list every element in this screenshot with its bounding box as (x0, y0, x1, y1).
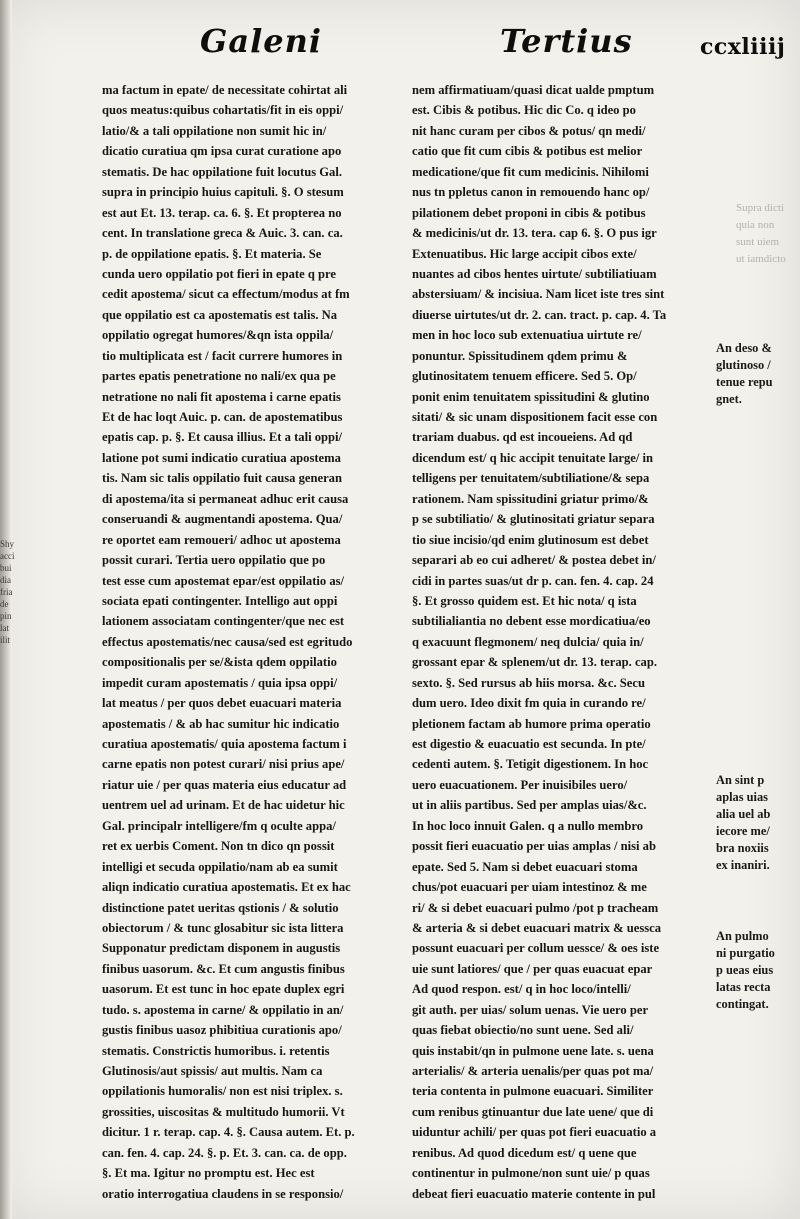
text-line: stematis. De hac oppilatione fuit locutus Gal. (102, 164, 342, 179)
text-line: cidi in partes suas/ut dr p. can. fen. 4. cap. 24 (412, 573, 654, 588)
text-line: & medicinis/ut dr. 13. tera. cap 6. §. O pus igr (412, 226, 657, 241)
text-line: ut iamdicto (736, 253, 786, 265)
text-line: sexto. §. Sed rursus ab hiis morsa. &c. Secu (412, 675, 645, 690)
text-line: impedit curam apostematis / quia ipsa oppi/ (102, 675, 338, 690)
text-line: compositionalis per se/&ista qdem oppilatio (102, 655, 337, 670)
text-line: possit curari. Tertia uero oppilatio que po (102, 553, 326, 568)
text-line: dicendum est/ q hic accipit tenuitate large/ in (412, 450, 654, 465)
text-line: tenue repu (716, 375, 773, 389)
text-line: que oppilatio est ca apostematis est talis. Na (102, 307, 338, 322)
text-line: re oportet eam remoueri/ adhoc ut apostema (102, 532, 341, 547)
text-line: nus tn ppletus canon in remouendo hanc op/ (412, 185, 650, 200)
text-line: grossant epar & splenem/ut dr. 13. terap. cap. (412, 655, 657, 670)
text-line: sitati/ & sic unam dispositionem facit esse con (412, 410, 658, 424)
text-line: cunda uero oppilatio pot fieri in epate q pre (102, 266, 336, 281)
text-line: finibus uasorum. &c. Et cum angustis finibus (102, 961, 345, 976)
text-line: uie sunt latiores/ que / per quas euacuat epar (412, 961, 653, 976)
text-line: §. Et ma. Igitur no promptu est. Hec est (102, 1166, 315, 1181)
text-line: arterialis/ & arteria uenalis/per quas pot ma/ (412, 1064, 654, 1078)
text-line: gustis finibus uasoz phibitiua curationis apo/ (102, 1023, 342, 1038)
text-line: epatis cap. p. §. Et causa illius. Et a tali oppi/ (102, 430, 343, 445)
text-line: cedenti autem. §. Tetigit digestionem. In hoc (412, 757, 649, 772)
text-line: medicatione/que fit cum medicinis. Nihilomi (412, 164, 649, 179)
text-line: pin (0, 611, 12, 621)
text-line: quos meatus:quibus cohartatis/fit in eis oppi/ (102, 103, 344, 118)
text-line: Supra dicti (736, 202, 784, 214)
text-line: conseruandi & augmentandi apostema. Qua/ (102, 512, 343, 527)
text-line: contingat. (716, 997, 769, 1011)
text-line: cum renibus gtinuantur due late uene/ que di (412, 1104, 654, 1119)
margin-note-3 (716, 928, 798, 1013)
text-line: Supponatur predictam disponem in augustis (102, 941, 341, 956)
text-line: An sint p (716, 773, 765, 787)
text-line: riatur uie / per quas materia eius educatur ad (102, 777, 347, 792)
text-line: cent. In translatione greca & Auic. 3. can. ca. (102, 226, 343, 241)
text-line: glutinoso / (716, 358, 771, 372)
text-line: oppilatio ogregat humores/&qn ista oppila/ (102, 328, 334, 343)
text-line: dicatio curatiua qm ipsa curat curatione apo (102, 144, 342, 159)
text-line: uasorum. Et est tunc in hoc epate duplex egri (102, 982, 345, 997)
text-line: diuerse uirtutes/ut dr. 2. can. tract. p. cap. 4. Ta (412, 307, 667, 322)
text-line: ni purgatio (716, 946, 775, 960)
text-line: tio multiplicata est / facit currere humores in (102, 348, 343, 363)
text-line: de (0, 599, 9, 609)
text-line: intelligi et secuda oppilatio/nam ab ea sumit (102, 859, 338, 874)
text-line: Shy (0, 539, 15, 549)
text-line: epate. Sed 5. Nam si debet euacuari stoma (412, 859, 638, 874)
text-line: test esse cum apostemat epar/est oppilatio as/ (102, 573, 345, 588)
text-line: gnet. (716, 392, 742, 406)
text-line: continentur in pulmone/non sunt uie/ p quas (412, 1166, 650, 1181)
text-line: apostematis / & ab hac sumitur hic indicatio (102, 716, 340, 731)
text-line: §. Et grosso quidem est. Et hic nota/ q ista (412, 593, 637, 608)
text-line: Ad quod respon. est/ q in hoc loco/intelli/ (412, 982, 631, 997)
text-line: ponuntur. Spissitudinem qdem primu & (412, 348, 628, 363)
text-line: bra noxiis (716, 841, 769, 855)
text-line: est. Cibis & potibus. Hic dic Co. q ideo po (412, 103, 636, 118)
text-line: renibus. Ad quod dicedum est/ q uene que (412, 1145, 637, 1160)
text-line: trariam duabus. qd est incoueiens. Ad qd (412, 430, 633, 445)
text-line: tudo. s. apostema in carne/ & oppilatio in an/ (102, 1002, 344, 1017)
text-line: iecore me/ (716, 824, 770, 838)
right-text-column (412, 80, 712, 1204)
margin-note-2 (716, 772, 798, 874)
text-line: git auth. per uias/ solum uenas. Vie uero per (412, 1002, 649, 1017)
text-line: teria contenta in pulmone euacuari. Similiter (412, 1084, 654, 1099)
running-header (0, 22, 800, 72)
text-line: carne epatis non potest curari/ nisi prius ape/ (102, 757, 345, 772)
left-edge-fragments (0, 538, 15, 646)
text-line: ilit (0, 635, 11, 645)
text-line: quia non (736, 219, 775, 231)
text-line: obiectorum / & tunc glosabitur sic ista littera (102, 920, 344, 935)
header-book-title: Tertius (500, 22, 633, 60)
folio-number: ccxliiij (700, 34, 786, 60)
text-line: debeat fieri euacuatio materie contente in pul (412, 1186, 656, 1201)
text-line: est digestio & euacuatio est secunda. In pte/ (412, 737, 646, 751)
text-line: dicitur. 1 r. terap. cap. 4. §. Causa autem. Et. p. (102, 1125, 355, 1140)
left-text-column (102, 80, 402, 1204)
text-line: effectus apostematis/nec causa/sed est egritudo (102, 634, 353, 649)
text-line: pilationem debet proponi in cibis & potibus (412, 205, 646, 220)
text-line: p ueas eius (716, 963, 774, 977)
text-line: partes epatis penetratione no nali/ex qua pe (102, 369, 336, 384)
text-line: Extenuatibus. Hic large accipit cibos exte/ (412, 246, 637, 261)
text-line: sociata epati contingenter. Intelligo aut oppi (102, 593, 338, 608)
text-line: oratio interrogatiua claudens in se responsio/ (102, 1186, 344, 1201)
text-line: curatiua apostematis/ quia apostema factum i (102, 737, 347, 751)
text-line: Glutinosis/aut spissis/ aut multis. Nam ca (102, 1064, 323, 1078)
text-line: latione pot sumi indicatio curatiua apostema (102, 450, 341, 465)
text-line: uero euacuationem. Per inuisibiles uero/ (412, 777, 628, 792)
text-line: quas fiebat obiectio/no sunt uene. Sed ali/ (412, 1023, 634, 1038)
text-line: possunt euacuari per collum uessce/ & oes iste (412, 941, 660, 956)
text-line: lat (0, 623, 9, 633)
margin-note-1 (716, 340, 798, 408)
text-line: sunt uiem (736, 236, 780, 248)
text-line: netratione no nali fit apostema i carne epatis (102, 389, 341, 404)
text-line: lat meatus / per quos debet euacuari materia (102, 696, 342, 711)
text-line: Et de hac loqt Auic. p. can. de apostematibus (102, 410, 343, 424)
text-line: An pulmo (716, 929, 769, 943)
text-line: uiduntur achili/ per quas pot fieri euacuatio a (412, 1125, 657, 1140)
text-line: nuantes ad cibos hentes uirtute/ subtiliatiuam (412, 266, 657, 281)
text-line: subtilialiantia no debent esse mordicatiua/eo (412, 614, 651, 629)
text-line: separari ab eo cui adheret/ & postea debet in/ (412, 553, 656, 568)
text-line: tio siue incisio/qd enim glutinosum est debet (412, 532, 649, 547)
text-line: glutinositatem tenuem efficere. Sed 5. Op/ (412, 369, 637, 384)
text-line: & arteria & si debet euacuari matrix & uessca (412, 920, 662, 935)
text-line: alia uel ab (716, 807, 771, 821)
text-line: ri/ & si debet euacuari pulmo /pot p tracheam (412, 900, 659, 915)
text-line: latio/& a tali oppilatione non sumit hic in/ (102, 123, 327, 138)
text-line: In hoc loco innuit Galen. q a nullo membro (412, 818, 644, 833)
text-line: dia (0, 575, 11, 585)
text-line: lationem associatam contingenter/que nec est (102, 614, 345, 629)
text-line: pletionem factam ab humore prima operatio (412, 716, 651, 731)
text-line: catio que fit cum cibis & potibus est melior (412, 144, 643, 159)
text-line: dum uero. Ideo dixit fm quia in curando re/ (412, 696, 646, 711)
text-line: p. de oppilatione epatis. §. Et materia. Se (102, 246, 322, 261)
header-author: Galeni (200, 22, 322, 60)
text-line: nem affirmatiuam/quasi dicat ualde pmptum (412, 83, 655, 97)
text-line: fria (0, 587, 13, 597)
text-line: abstersiuam/ & incisiua. Nam licet iste tres sint (412, 287, 665, 302)
text-line: supra in principio huius capituli. §. O stesum (102, 185, 344, 200)
text-line: can. fen. 4. cap. 24. §. p. Et. 3. can. ca. de opp. (102, 1145, 347, 1160)
bleed-through-text (736, 200, 800, 268)
text-line: Gal. principalr intelligere/fm q oculte appa/ (102, 818, 336, 833)
text-line: ut in aliis partibus. Sed per amplas uias/&c. (412, 798, 647, 813)
text-line: ma factum in epate/ de necessitate cohirtat ali (102, 83, 348, 97)
text-line: stematis. Constrictis humoribus. i. retentis (102, 1043, 330, 1058)
text-line: q exacuunt flegmonem/ neq dulcia/ quia in/ (412, 634, 644, 649)
text-line: ret ex uerbis Coment. Non tn dico qn possit (102, 839, 335, 854)
text-line: telligens per tenuitatem/subtiliatione/& sepa (412, 471, 650, 486)
text-line: latas recta (716, 980, 771, 994)
text-line: grossities, uiscositas & multitudo humorii. Vt (102, 1104, 345, 1119)
text-line: p se subtiliatio/ & glutinositati griatur separa (412, 512, 655, 527)
text-line: ex inaniri. (716, 858, 770, 872)
text-line: men in hoc loco sub extenuatiua uirtute re/ (412, 328, 642, 343)
text-line: bui (0, 563, 12, 573)
text-line: aliqn indicatio curatiua apostematis. Et ex hac (102, 880, 351, 895)
text-line: An deso & (716, 341, 772, 355)
text-line: est aut Et. 13. terap. ca. 6. §. Et propterea no (102, 205, 342, 220)
text-line: chus/pot euacuari per uiam intestinoz & me (412, 880, 647, 895)
text-line: di apostema/ita si permaneat adhuc erit causa (102, 491, 349, 506)
text-line: acci (0, 551, 15, 561)
text-line: aplas uias (716, 790, 768, 804)
text-line: distinctione patet ueritas qstionis / & solutio (102, 900, 339, 915)
text-line: ponit enim tenuitatem spissitudini & glutino (412, 389, 650, 404)
text-line: tis. Nam sic talis oppilatio fuit causa generan (102, 471, 342, 486)
text-line: rationem. Nam spissitudini griatur primo/& (412, 491, 649, 506)
text-line: uentrem uel ad urinam. Et de hac uidetur hic (102, 798, 345, 813)
text-line: quis instabit/qn in pulmone uene late. s. uena (412, 1043, 654, 1058)
text-line: oppilationis humoralis/ non est nisi triplex. s. (102, 1084, 343, 1099)
text-line: possit fieri euacuatio per uias amplas / nisi ab (412, 839, 656, 854)
text-line: cedit apostema/ sicut ca effectum/modus at fm (102, 287, 350, 302)
text-line: nit hanc curam per cibos & potus/ qn medi/ (412, 123, 646, 138)
